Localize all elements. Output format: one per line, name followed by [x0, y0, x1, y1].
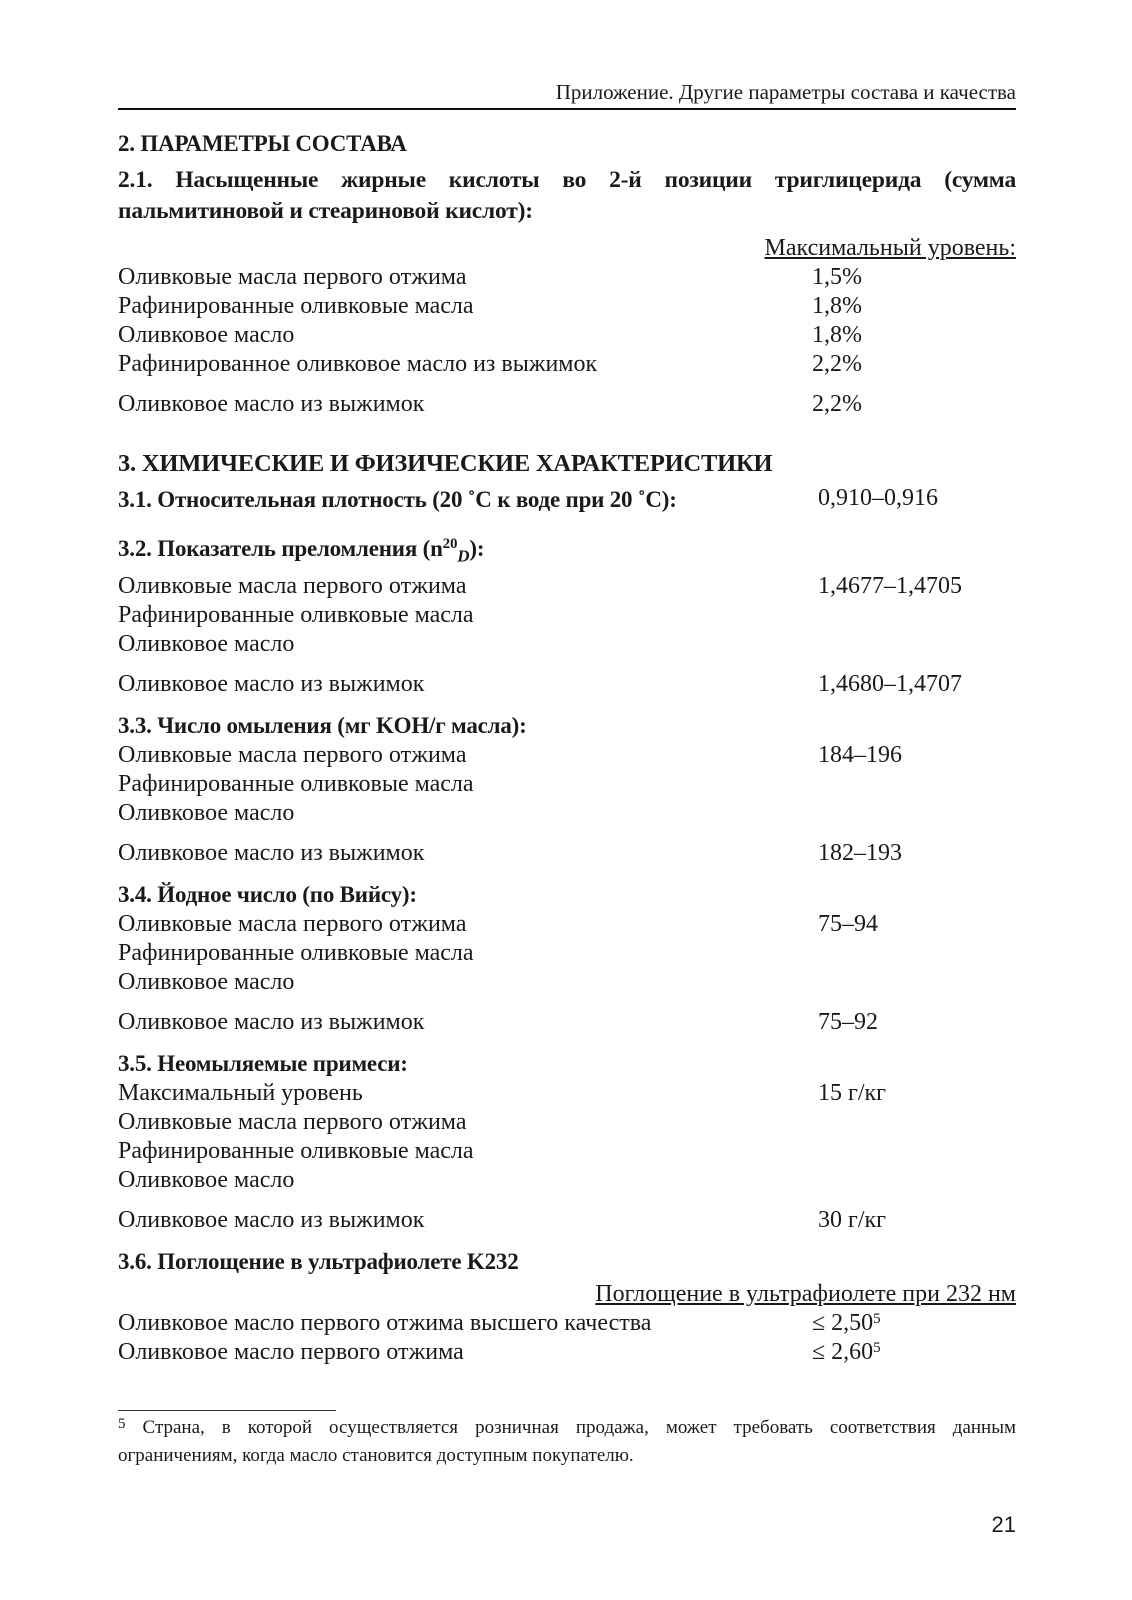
section-2-1-title: 2.1. Насыщенные жирные кислоты во 2-й позиции триглицерида (сумма пальмитиновой и стеариновой кислот):	[118, 167, 1016, 224]
row-value: 75–94	[818, 910, 878, 937]
max-level-header: Максимальный уровень:	[764, 235, 1016, 261]
header-rule	[118, 108, 1016, 110]
row-label: Оливковое масло из выжимок	[118, 839, 425, 866]
uv-header: Поглощение в ультрафиолете при 232 нм	[595, 1280, 1016, 1307]
row-value: 184–196	[818, 741, 902, 768]
section-3-5-title: 3.5. Неомыляемые примеси:	[118, 1050, 408, 1076]
row-label: Оливковые масла первого отжима	[118, 741, 467, 768]
footnote-ref: 5	[873, 1310, 881, 1327]
section-3-6-title: 3.6. Поглощение в ультрафиолете K232	[118, 1248, 519, 1274]
row-value: 15 г/кг	[818, 1079, 887, 1106]
section-2-title: 2. ПАРАМЕТРЫ СОСТАВА	[118, 131, 407, 156]
table-row	[118, 321, 1016, 350]
row-label: Оливковые масла первого отжима	[118, 572, 467, 599]
density-row	[118, 484, 1016, 515]
table-row	[118, 390, 1016, 419]
footnote-number: 5	[118, 1416, 126, 1432]
table-row	[118, 601, 1016, 630]
table-row	[118, 1108, 1016, 1137]
row-label: Рафинированные оливковые масла	[118, 939, 474, 966]
table-row	[118, 968, 1016, 997]
table-row	[118, 572, 1016, 601]
running-head: Приложение. Другие параметры состава и качества	[555, 80, 1016, 104]
table-row	[118, 1166, 1016, 1195]
footnote	[118, 1414, 1016, 1470]
row-label: Оливковое масло из выжимок	[118, 391, 425, 417]
row-label: Оливковые масла первого отжима	[118, 910, 467, 937]
table-row	[118, 939, 1016, 968]
row-label: Рафинированное оливковое масло из выжимок	[118, 351, 598, 377]
footnote-ref: 5	[873, 1339, 881, 1356]
section-3-3-title: 3.3. Число омыления (мг KOH/г масла):	[118, 712, 527, 738]
row-value: ≤ $2,60^5$	[812, 1338, 881, 1365]
row-value: 1,8%	[812, 293, 862, 319]
table-row	[118, 263, 1016, 292]
row-value: 1,4677–1,4705	[818, 572, 962, 599]
footnote-text: Страна, в которой осуществляется розничная продажа, может требовать соответствия данным ограничениям, когда масло становится доступным покупателю.	[118, 1417, 1017, 1466]
row-label: Максимальный уровень	[118, 1079, 363, 1106]
table-row	[118, 1137, 1016, 1166]
table-row	[118, 630, 1016, 659]
row-value: 2,2%	[812, 351, 862, 377]
table-row	[118, 1008, 1016, 1037]
row-label: Оливковое масло из выжимок	[118, 670, 425, 697]
table-row	[118, 910, 1016, 939]
row-label: Оливковое масло	[118, 799, 295, 826]
footnote-rule	[118, 1410, 336, 1411]
table-row	[118, 839, 1016, 868]
row-label: Оливковое масло первого отжима высшего качества	[118, 1309, 652, 1336]
section-3-1-title: 3.1. Относительная плотность (20 ˚С к воде при 20 ˚С):	[118, 487, 677, 512]
row-label: Оливковое масло первого отжима	[118, 1338, 464, 1365]
row-value: 1,4680–1,4707	[818, 670, 962, 697]
table-row	[118, 350, 1016, 379]
row-label: Рафинированные оливковые масла	[118, 1137, 474, 1164]
row-label: Рафинированные оливковые масла	[118, 293, 474, 319]
page-number: 21	[991, 1512, 1016, 1537]
table-row	[118, 1338, 1016, 1367]
section-3-2-title: 3.2. Показатель преломления $(n^{20}_D)$:	[118, 536, 485, 566]
section-2	[118, 128, 1016, 419]
row-value: 1,5%	[812, 264, 862, 290]
row-value: 182–193	[818, 839, 902, 866]
section-3	[118, 448, 1016, 1367]
row-label: Рафинированные оливковые масла	[118, 601, 474, 628]
row-label: Рафинированные оливковые масла	[118, 770, 474, 797]
table-row	[118, 1309, 1016, 1338]
row-label: Оливковые масла первого отжима	[118, 264, 467, 290]
table-row	[118, 1079, 1016, 1108]
section-3-title: 3. ХИМИЧЕСКИЕ И ФИЗИЧЕСКИЕ ХАРАКТЕРИСТИКИ	[118, 450, 773, 477]
table-row	[118, 741, 1016, 770]
row-label: Оливковое масло из выжимок	[118, 1206, 425, 1233]
table-row	[118, 670, 1016, 699]
row-label: Оливковое масло	[118, 322, 295, 348]
row-label: Оливковое масло	[118, 968, 295, 995]
row-value: 1,8%	[812, 322, 862, 348]
row-value: ≤ $2,50^5$	[812, 1309, 881, 1336]
row-label: Оливковое масло	[118, 1166, 295, 1193]
section-3-4-title: 3.4. Йодное число (по Вийсу):	[118, 881, 417, 907]
row-label: Оливковые масла первого отжима	[118, 1108, 467, 1135]
row-label: Оливковое масло из выжимок	[118, 1008, 425, 1035]
density-value: 0,910–0,916	[818, 485, 938, 511]
table-row	[118, 770, 1016, 799]
table-row	[118, 799, 1016, 828]
table-row	[118, 1206, 1016, 1235]
row-value: 30 г/кг	[818, 1206, 887, 1233]
row-value: 75–92	[818, 1008, 878, 1035]
table-row	[118, 292, 1016, 321]
row-label: Оливковое масло	[118, 630, 295, 657]
row-value: 2,2%	[812, 391, 862, 417]
